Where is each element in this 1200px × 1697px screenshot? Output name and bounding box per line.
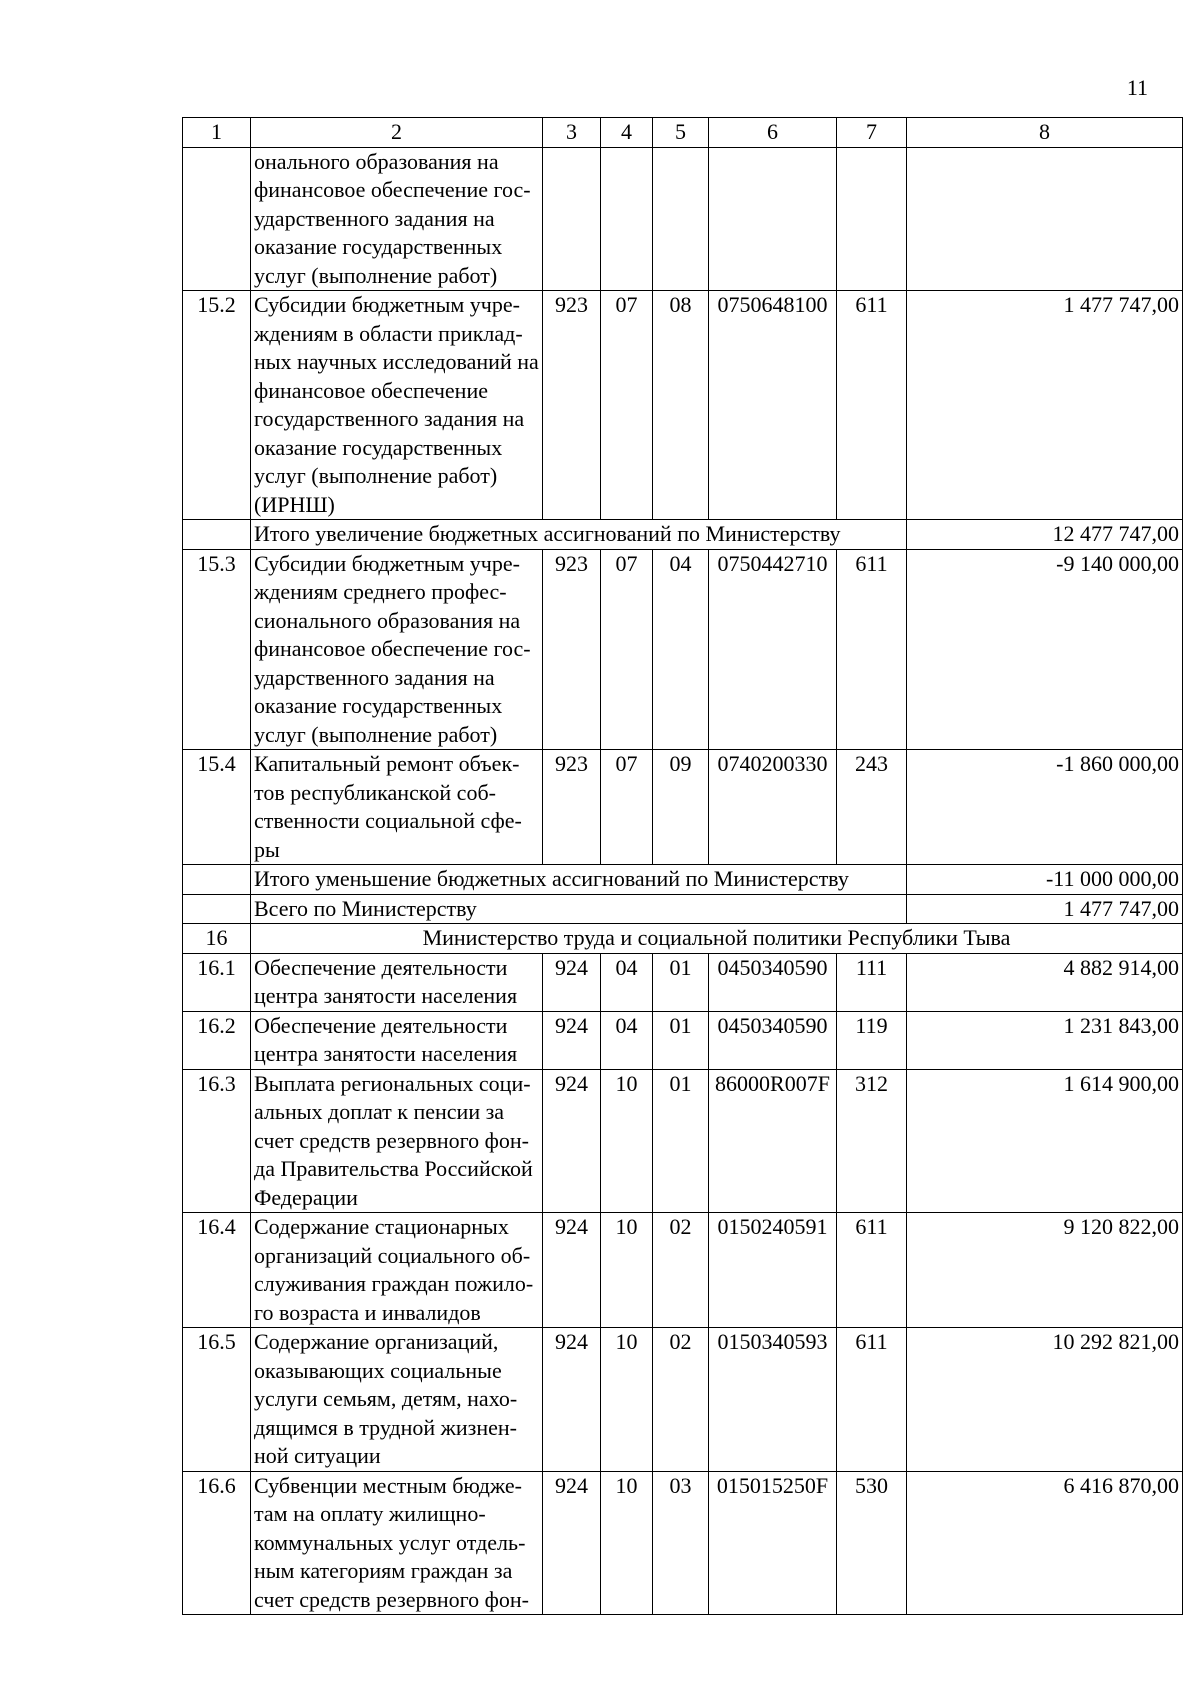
amount: 10 292 821,00 xyxy=(907,1328,1183,1472)
total-label: Итого уменьшение бюджетных ассигнований по Министерству xyxy=(251,865,907,895)
subsection-code: 09 xyxy=(653,750,709,865)
section-code: 10 xyxy=(601,1471,653,1615)
row-number xyxy=(183,520,251,550)
subsection-code: 01 xyxy=(653,1069,709,1213)
section-code: 07 xyxy=(601,291,653,520)
budget-table-body xyxy=(183,118,1183,1615)
section-code: 10 xyxy=(601,1328,653,1472)
section-code: 04 xyxy=(601,953,653,1011)
total-label: Всего по Министерству xyxy=(251,894,907,924)
total-amount: 1 477 747,00 xyxy=(907,894,1183,924)
section-code: 04 xyxy=(601,1011,653,1069)
table-row xyxy=(183,1471,1183,1615)
subsection-code: 01 xyxy=(653,953,709,1011)
amount: -1 860 000,00 xyxy=(907,750,1183,865)
row-number: 16.1 xyxy=(183,953,251,1011)
row-number xyxy=(183,865,251,895)
total-amount: 12 477 747,00 xyxy=(907,520,1183,550)
ministry-code: 924 xyxy=(543,1328,601,1472)
target-article-code: 015015250F xyxy=(709,1471,837,1615)
section-code: 10 xyxy=(601,1213,653,1328)
budget-table xyxy=(182,117,1183,1615)
expense-type-code: 111 xyxy=(837,953,907,1011)
row-name: Субвенции местным бюдже-там на оплату жилищно-коммунальных услуг отдель-ным категориям граждан за счет средств резервного фон- xyxy=(251,1471,543,1615)
total-row xyxy=(183,894,1183,924)
row-number xyxy=(183,147,251,291)
row-name: Субсидии бюджетным учре-ждениям в области приклад-ных научных исследований на финансовое обеспечение государственного задания на оказание государственных услуг (выполнение работ) (ИРНШ) xyxy=(251,291,543,520)
subsection-code: 08 xyxy=(653,291,709,520)
expense-type-code: 312 xyxy=(837,1069,907,1213)
header-row xyxy=(183,118,1183,148)
row-name: Субсидии бюджетным учре-ждениям среднего профес-сионального образования на финансовое обеспечение гос-ударственного задания на оказание государственных услуг (выполнение работ) xyxy=(251,549,543,750)
row-name: онального образования на финансовое обеспечение гос-ударственного задания на оказание государственных услуг (выполнение работ) xyxy=(251,147,543,291)
amount: 1 231 843,00 xyxy=(907,1011,1183,1069)
expense-type-code: 611 xyxy=(837,1328,907,1472)
row-number: 15.4 xyxy=(183,750,251,865)
table-row xyxy=(183,750,1183,865)
header-cell-3: 3 xyxy=(543,118,601,148)
ministry-code: 924 xyxy=(543,953,601,1011)
header-cell-2: 2 xyxy=(251,118,543,148)
section-code xyxy=(601,147,653,291)
expense-type-code: 611 xyxy=(837,1213,907,1328)
section-row xyxy=(183,924,1183,954)
row-number: 16.3 xyxy=(183,1069,251,1213)
amount: 1 477 747,00 xyxy=(907,291,1183,520)
table-row xyxy=(183,1213,1183,1328)
total-amount: -11 000 000,00 xyxy=(907,865,1183,895)
expense-type-code: 119 xyxy=(837,1011,907,1069)
table-row xyxy=(183,291,1183,520)
row-name: Капитальный ремонт объек-тов республиканской соб-ственности социальной сфе-ры xyxy=(251,750,543,865)
total-row xyxy=(183,865,1183,895)
header-cell-8: 8 xyxy=(907,118,1183,148)
table-row xyxy=(183,1328,1183,1472)
ministry-code xyxy=(543,147,601,291)
target-article-code: 0150340593 xyxy=(709,1328,837,1472)
ministry-code: 924 xyxy=(543,1471,601,1615)
amount: 1 614 900,00 xyxy=(907,1069,1183,1213)
row-number xyxy=(183,894,251,924)
header-cell-5: 5 xyxy=(653,118,709,148)
table-row xyxy=(183,147,1183,291)
ministry-code: 924 xyxy=(543,1011,601,1069)
subsection-code: 02 xyxy=(653,1213,709,1328)
target-article-code: 0750442710 xyxy=(709,549,837,750)
total-label: Итого увеличение бюджетных ассигнований по Министерству xyxy=(251,520,907,550)
header-cell-1: 1 xyxy=(183,118,251,148)
page-number: 11 xyxy=(1126,75,1148,100)
ministry-code: 923 xyxy=(543,291,601,520)
table-row xyxy=(183,549,1183,750)
section-code: 10 xyxy=(601,1069,653,1213)
ministry-code: 923 xyxy=(543,549,601,750)
expense-type-code: 611 xyxy=(837,549,907,750)
target-article-code: 0450340590 xyxy=(709,953,837,1011)
subsection-code xyxy=(653,147,709,291)
amount xyxy=(907,147,1183,291)
expense-type-code: 243 xyxy=(837,750,907,865)
section-title: Министерство труда и социальной политики Республики Тыва xyxy=(251,924,1183,954)
target-article-code: 0740200330 xyxy=(709,750,837,865)
subsection-code: 04 xyxy=(653,549,709,750)
table-row xyxy=(183,1069,1183,1213)
subsection-code: 02 xyxy=(653,1328,709,1472)
target-article-code: 0750648100 xyxy=(709,291,837,520)
row-number: 15.2 xyxy=(183,291,251,520)
amount: -9 140 000,00 xyxy=(907,549,1183,750)
total-row xyxy=(183,520,1183,550)
section-code: 07 xyxy=(601,549,653,750)
row-name: Обеспечение деятельности центра занятости населения xyxy=(251,1011,543,1069)
row-name: Содержание организаций, оказывающих социальные услуги семьям, детям, нахо-дящимся в трудной жизнен-ной ситуации xyxy=(251,1328,543,1472)
header-cell-6: 6 xyxy=(709,118,837,148)
expense-type-code: 530 xyxy=(837,1471,907,1615)
ministry-code: 924 xyxy=(543,1213,601,1328)
expense-type-code xyxy=(837,147,907,291)
section-number: 16 xyxy=(183,924,251,954)
subsection-code: 03 xyxy=(653,1471,709,1615)
target-article-code: 86000R007F xyxy=(709,1069,837,1213)
amount: 4 882 914,00 xyxy=(907,953,1183,1011)
expense-type-code: 611 xyxy=(837,291,907,520)
section-code: 07 xyxy=(601,750,653,865)
ministry-code: 923 xyxy=(543,750,601,865)
row-number: 16.4 xyxy=(183,1213,251,1328)
row-name: Обеспечение деятельности центра занятости населения xyxy=(251,953,543,1011)
target-article-code: 0150240591 xyxy=(709,1213,837,1328)
row-number: 16.6 xyxy=(183,1471,251,1615)
amount: 6 416 870,00 xyxy=(907,1471,1183,1615)
target-article-code: 0450340590 xyxy=(709,1011,837,1069)
row-number: 16.2 xyxy=(183,1011,251,1069)
subsection-code: 01 xyxy=(653,1011,709,1069)
table-row xyxy=(183,1011,1183,1069)
target-article-code xyxy=(709,147,837,291)
row-number: 16.5 xyxy=(183,1328,251,1472)
row-number: 15.3 xyxy=(183,549,251,750)
row-name: Содержание стационарных организаций социального об-служивания граждан пожило-го возраста и инвалидов xyxy=(251,1213,543,1328)
header-cell-7: 7 xyxy=(837,118,907,148)
table-row xyxy=(183,953,1183,1011)
ministry-code: 924 xyxy=(543,1069,601,1213)
header-cell-4: 4 xyxy=(601,118,653,148)
amount: 9 120 822,00 xyxy=(907,1213,1183,1328)
row-name: Выплата региональных соци-альных доплат к пенсии за счет средств резервного фон-да Правительства Российской Федерации xyxy=(251,1069,543,1213)
